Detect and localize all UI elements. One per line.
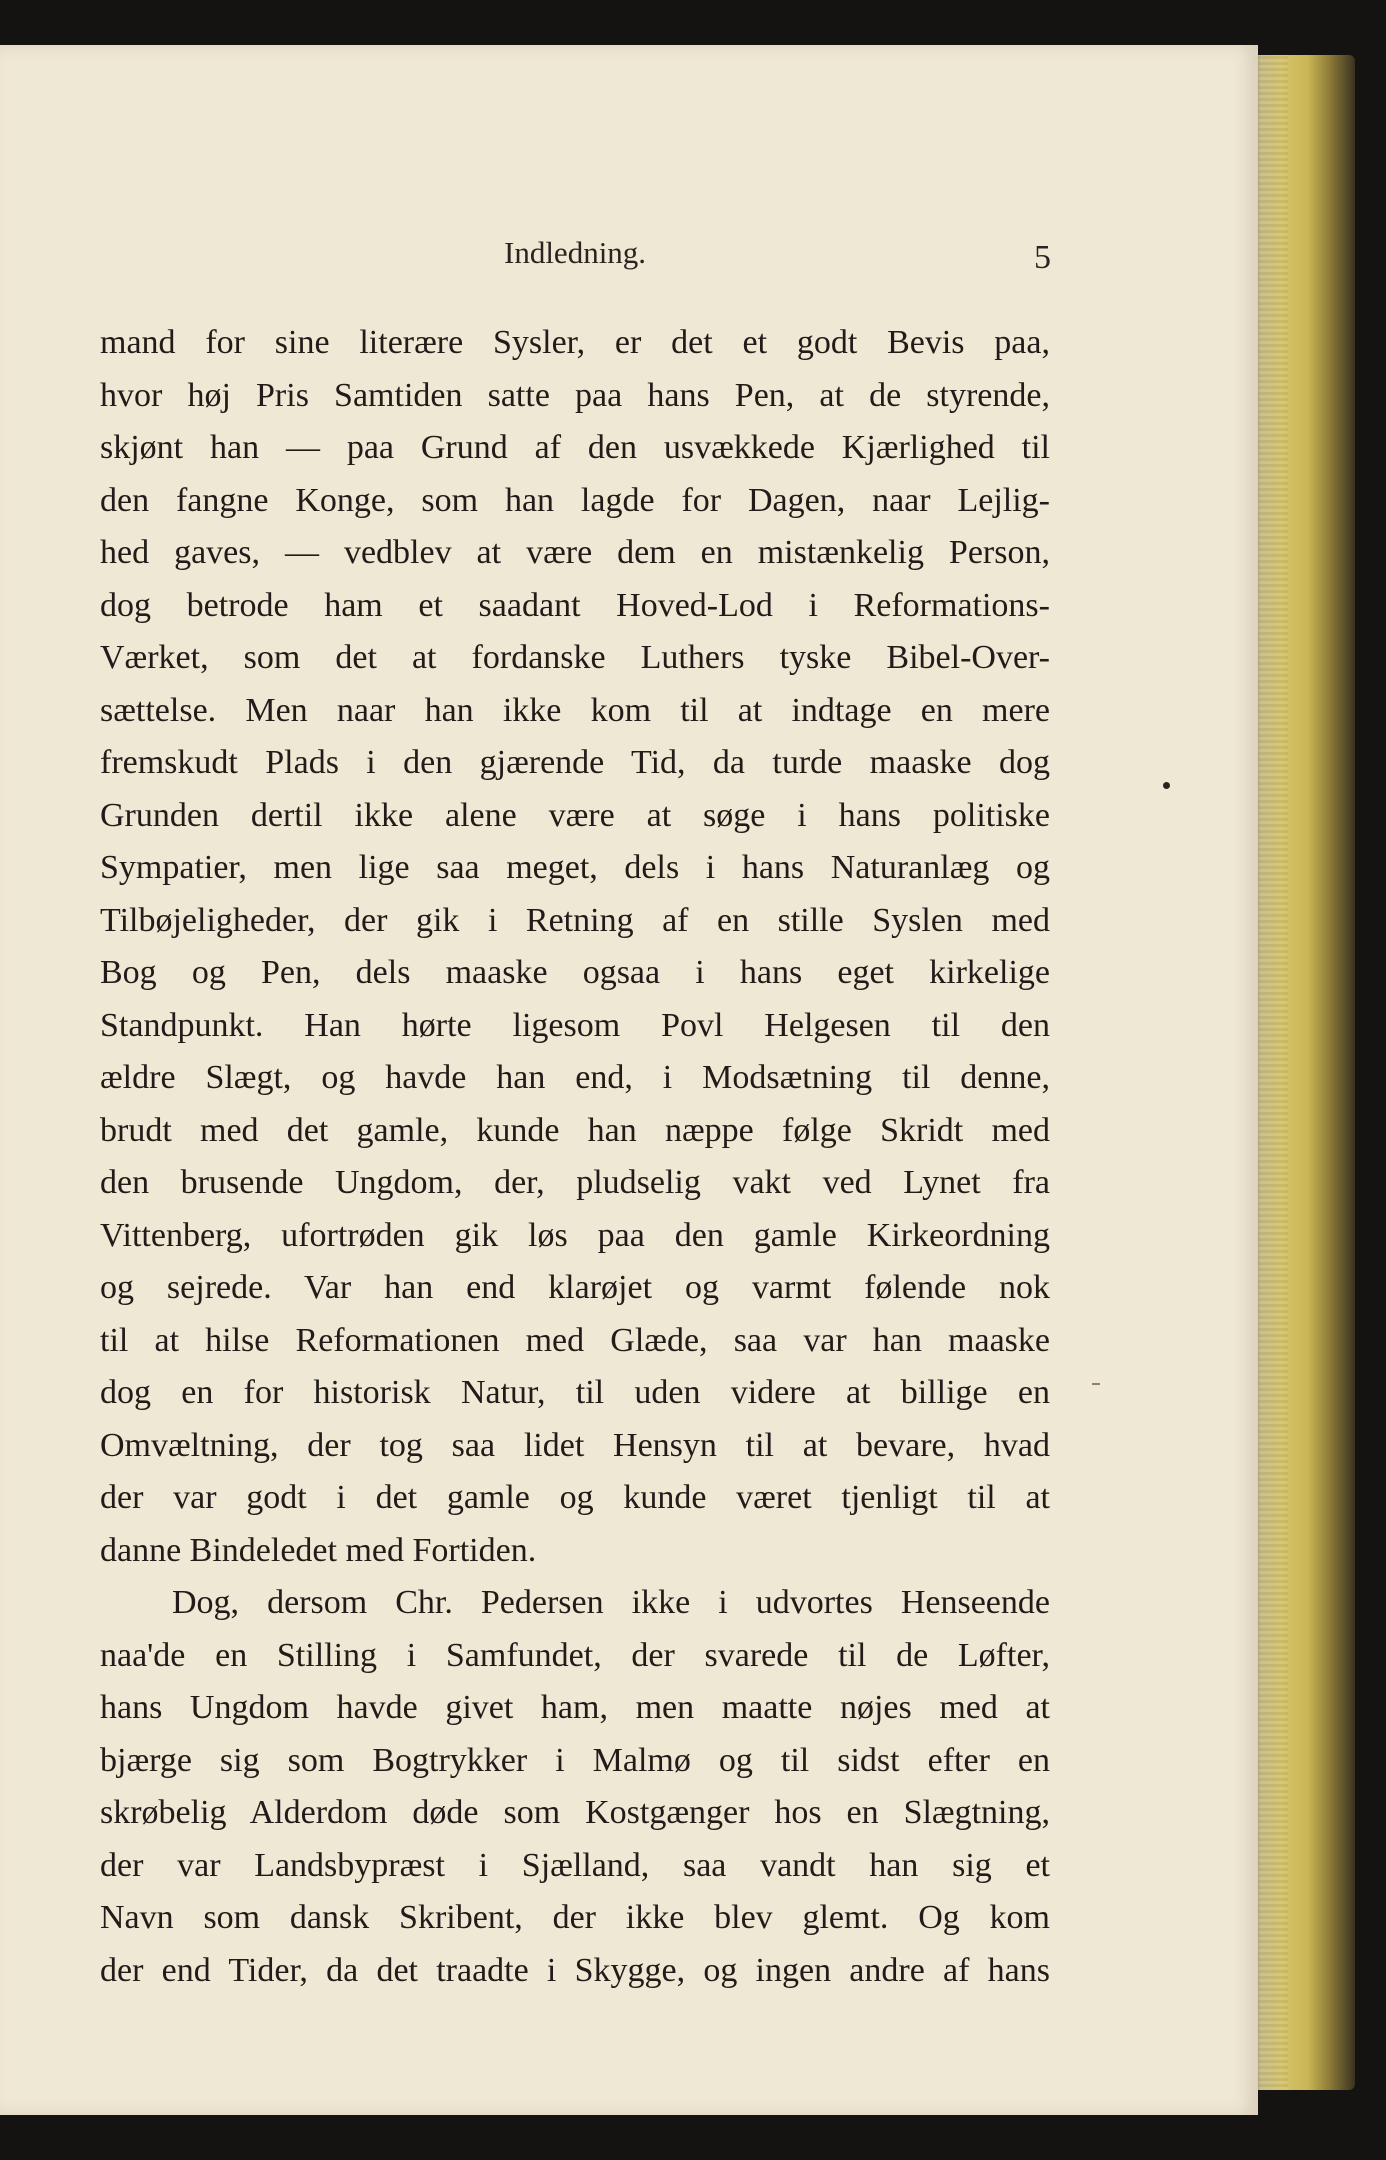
text-line: hvor høj Pris Samtiden satte paa hans Pen, at de styrende,	[100, 376, 1050, 414]
text-line: naa'de en Stilling i Samfundet, der svarede til de Løfter,	[100, 1636, 1050, 1674]
body-text	[100, 317, 1050, 1997]
text-line: den fangne Konge, som han lagde for Dagen, naar Lejlig-	[100, 481, 1050, 519]
text-line: hed gaves, — vedblev at være dem en mistænkelig Person,	[100, 534, 1050, 571]
book-page	[0, 45, 1258, 2115]
text-line: skrøbelig Alderdom døde som Kostgænger hos en Slægtning,	[100, 1794, 1050, 1831]
text-line: brudt med det gamle, kunde han næppe følge Skridt med	[100, 1111, 1050, 1149]
text-line: hans Ungdom havde givet ham, men maatte nøjes med at	[100, 1689, 1050, 1726]
text-line: og sejrede. Var han end klarøjet og varmt følende nok	[100, 1269, 1050, 1306]
text-line: bjærge sig som Bogtrykker i Malmø og til sidst efter en	[100, 1741, 1050, 1779]
text-line: Vittenberg, ufortrøden gik løs paa den gamle Kirkeordning	[100, 1216, 1050, 1254]
running-title: Indledning.	[504, 235, 647, 270]
text-line: Omvæltning, der tog saa lidet Hensyn til at bevare, hvad	[100, 1426, 1050, 1464]
text-line: Standpunkt. Han hørte ligesom Povl Helgesen til den	[100, 1006, 1050, 1044]
page-header	[0, 235, 1258, 281]
text-line: den brusende Ungdom, der, pludselig vakt ved Lynet fra	[100, 1164, 1050, 1201]
text-line: dog betrode ham et saadant Hoved-Lod i Reformations-	[100, 586, 1050, 624]
book-page-edges	[1250, 55, 1355, 2090]
page-number: 5	[1034, 239, 1051, 276]
text-line: ældre Slægt, og havde han end, i Modsætning til denne,	[100, 1059, 1050, 1096]
text-line: Dog, dersom Chr. Pedersen ikke i udvortes Henseende	[172, 1584, 1050, 1621]
text-line: sættelse. Men naar han ikke kom til at indtage en mere	[100, 691, 1050, 729]
text-line: Bog og Pen, dels maaske ogsaa i hans eget kirkelige	[100, 954, 1050, 991]
text-line: fremskudt Plads i den gjærende Tid, da turde maaske dog	[100, 744, 1050, 781]
text-line: danne Bindeledet med Fortiden.	[100, 1531, 537, 1569]
text-line: dog en for historisk Natur, til uden videre at billige en	[100, 1374, 1050, 1411]
text-line: Tilbøjeligheder, der gik i Retning af en stille Syslen med	[100, 901, 1050, 939]
text-line: der end Tider, da det traadte i Skygge, og ingen andre af hans	[100, 1951, 1050, 1989]
text-line: der var godt i det gamle og kunde været tjenligt til at	[100, 1479, 1050, 1516]
text-line: Navn som dansk Skribent, der ikke blev glemt. Og kom	[100, 1899, 1050, 1936]
margin-mark	[1092, 1383, 1100, 1385]
text-line: Sympatier, men lige saa meget, dels i hans Naturanlæg og	[100, 849, 1050, 886]
text-line: Grunden dertil ikke alene være at søge i hans politiske	[100, 796, 1050, 834]
page-speck	[1163, 782, 1170, 789]
text-line: skjønt han — paa Grund af den usvækkede Kjærlighed til	[100, 429, 1050, 466]
text-line: mand for sine literære Sysler, er det et godt Bevis paa,	[100, 324, 1050, 361]
text-line: til at hilse Reformationen med Glæde, saa var han maaske	[100, 1321, 1050, 1359]
text-line: Værket, som det at fordanske Luthers tyske Bibel-Over-	[100, 639, 1050, 676]
text-line: der var Landsbypræst i Sjælland, saa vandt han sig et	[100, 1846, 1050, 1884]
